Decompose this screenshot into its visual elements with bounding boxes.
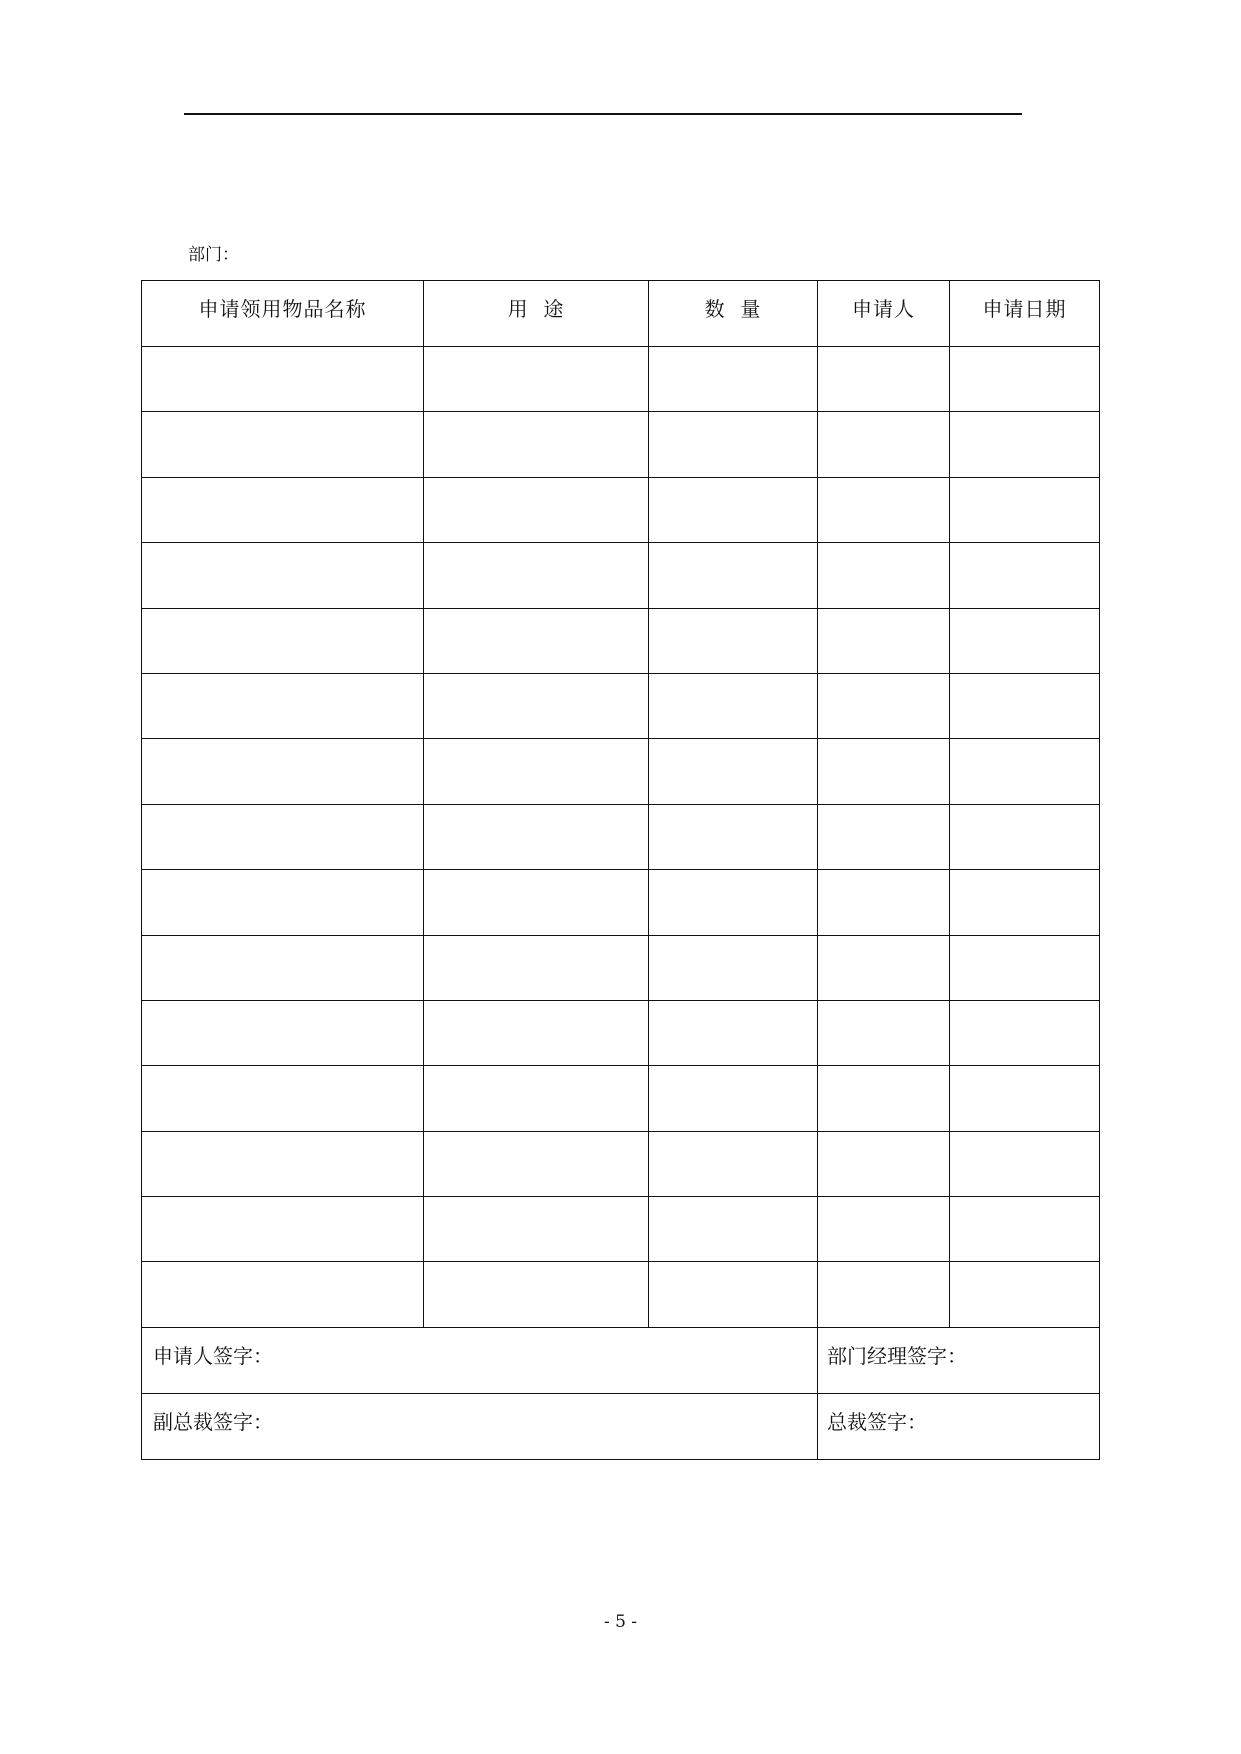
item-name-cell[interactable] bbox=[142, 1000, 424, 1065]
applicant-cell[interactable] bbox=[818, 870, 950, 935]
apply-date-cell[interactable] bbox=[950, 543, 1100, 608]
quantity-cell[interactable] bbox=[649, 412, 818, 477]
table-row bbox=[142, 804, 1100, 869]
header-quantity: 数 量 bbox=[649, 281, 818, 347]
quantity-cell[interactable] bbox=[649, 1066, 818, 1131]
quantity-cell[interactable] bbox=[649, 1262, 818, 1327]
applicant-cell[interactable] bbox=[818, 347, 950, 412]
apply-date-cell[interactable] bbox=[950, 1066, 1100, 1131]
item-name-cell[interactable] bbox=[142, 1262, 424, 1327]
apply-date-cell[interactable] bbox=[950, 739, 1100, 804]
applicant-cell[interactable] bbox=[818, 1262, 950, 1327]
table-row bbox=[142, 477, 1100, 542]
purpose-cell[interactable] bbox=[424, 1131, 649, 1196]
applicant-cell[interactable] bbox=[818, 1197, 950, 1262]
item-name-cell[interactable] bbox=[142, 412, 424, 477]
quantity-cell[interactable] bbox=[649, 477, 818, 542]
department-label: 部门： bbox=[188, 245, 239, 265]
apply-date-cell[interactable] bbox=[950, 1262, 1100, 1327]
requisition-table bbox=[141, 280, 1100, 1460]
item-name-cell[interactable] bbox=[142, 347, 424, 412]
item-name-cell[interactable] bbox=[142, 673, 424, 738]
table-row bbox=[142, 543, 1100, 608]
header-rule bbox=[184, 113, 1022, 115]
table-row bbox=[142, 1131, 1100, 1196]
apply-date-cell[interactable] bbox=[950, 1197, 1100, 1262]
table-row bbox=[142, 347, 1100, 412]
quantity-cell[interactable] bbox=[649, 608, 818, 673]
quantity-cell[interactable] bbox=[649, 1197, 818, 1262]
item-name-cell[interactable] bbox=[142, 739, 424, 804]
apply-date-cell[interactable] bbox=[950, 1000, 1100, 1065]
header-apply-date: 申请日期 bbox=[950, 281, 1100, 347]
applicant-cell[interactable] bbox=[818, 1131, 950, 1196]
purpose-cell[interactable] bbox=[424, 412, 649, 477]
item-name-cell[interactable] bbox=[142, 1066, 424, 1131]
apply-date-cell[interactable] bbox=[950, 870, 1100, 935]
applicant-cell[interactable] bbox=[818, 1000, 950, 1065]
purpose-cell[interactable] bbox=[424, 804, 649, 869]
vice-president-signature-field[interactable]: 副总裁签字： bbox=[142, 1393, 818, 1459]
item-name-cell[interactable] bbox=[142, 543, 424, 608]
quantity-cell[interactable] bbox=[649, 543, 818, 608]
item-name-cell[interactable] bbox=[142, 477, 424, 542]
quantity-cell[interactable] bbox=[649, 739, 818, 804]
applicant-cell[interactable] bbox=[818, 1066, 950, 1131]
purpose-cell[interactable] bbox=[424, 739, 649, 804]
table-row bbox=[142, 1000, 1100, 1065]
table-row bbox=[142, 739, 1100, 804]
applicant-cell[interactable] bbox=[818, 739, 950, 804]
purpose-cell[interactable] bbox=[424, 935, 649, 1000]
applicant-cell[interactable] bbox=[818, 673, 950, 738]
table-row bbox=[142, 935, 1100, 1000]
quantity-cell[interactable] bbox=[649, 1131, 818, 1196]
purpose-cell[interactable] bbox=[424, 1262, 649, 1327]
applicant-cell[interactable] bbox=[818, 477, 950, 542]
signature-row-1 bbox=[142, 1327, 1100, 1393]
item-name-cell[interactable] bbox=[142, 1197, 424, 1262]
item-name-cell[interactable] bbox=[142, 870, 424, 935]
purpose-cell[interactable] bbox=[424, 608, 649, 673]
apply-date-cell[interactable] bbox=[950, 1131, 1100, 1196]
purpose-cell[interactable] bbox=[424, 673, 649, 738]
item-name-cell[interactable] bbox=[142, 1131, 424, 1196]
item-name-cell[interactable] bbox=[142, 935, 424, 1000]
apply-date-cell[interactable] bbox=[950, 804, 1100, 869]
apply-date-cell[interactable] bbox=[950, 412, 1100, 477]
purpose-cell[interactable] bbox=[424, 543, 649, 608]
quantity-cell[interactable] bbox=[649, 347, 818, 412]
purpose-cell[interactable] bbox=[424, 1066, 649, 1131]
apply-date-cell[interactable] bbox=[950, 347, 1100, 412]
purpose-cell[interactable] bbox=[424, 347, 649, 412]
applicant-cell[interactable] bbox=[818, 412, 950, 477]
applicant-signature-field[interactable]: 申请人签字： bbox=[142, 1327, 818, 1393]
table-row bbox=[142, 608, 1100, 673]
applicant-cell[interactable] bbox=[818, 804, 950, 869]
quantity-cell[interactable] bbox=[649, 1000, 818, 1065]
item-name-cell[interactable] bbox=[142, 608, 424, 673]
signature-row-2 bbox=[142, 1393, 1100, 1459]
table-row bbox=[142, 1197, 1100, 1262]
quantity-cell[interactable] bbox=[649, 673, 818, 738]
quantity-cell[interactable] bbox=[649, 804, 818, 869]
table-header-row bbox=[142, 281, 1100, 347]
applicant-cell[interactable] bbox=[818, 608, 950, 673]
apply-date-cell[interactable] bbox=[950, 608, 1100, 673]
quantity-cell[interactable] bbox=[649, 870, 818, 935]
purpose-cell[interactable] bbox=[424, 1197, 649, 1262]
applicant-cell[interactable] bbox=[818, 543, 950, 608]
table-row bbox=[142, 673, 1100, 738]
header-applicant: 申请人 bbox=[818, 281, 950, 347]
purpose-cell[interactable] bbox=[424, 1000, 649, 1065]
purpose-cell[interactable] bbox=[424, 477, 649, 542]
apply-date-cell[interactable] bbox=[950, 673, 1100, 738]
table-row bbox=[142, 412, 1100, 477]
applicant-cell[interactable] bbox=[818, 935, 950, 1000]
apply-date-cell[interactable] bbox=[950, 477, 1100, 542]
apply-date-cell[interactable] bbox=[950, 935, 1100, 1000]
item-name-cell[interactable] bbox=[142, 804, 424, 869]
header-item-name: 申请领用物品名称 bbox=[142, 281, 424, 347]
table-row bbox=[142, 1066, 1100, 1131]
table-row bbox=[142, 870, 1100, 935]
page-number: - 5 - bbox=[603, 1612, 638, 1632]
dept-manager-signature-field[interactable]: 部门经理签字： bbox=[818, 1327, 1100, 1393]
purpose-cell[interactable] bbox=[424, 870, 649, 935]
president-signature-field[interactable]: 总裁签字： bbox=[818, 1393, 1100, 1459]
header-purpose: 用 途 bbox=[424, 281, 649, 347]
table-row bbox=[142, 1262, 1100, 1327]
quantity-cell[interactable] bbox=[649, 935, 818, 1000]
